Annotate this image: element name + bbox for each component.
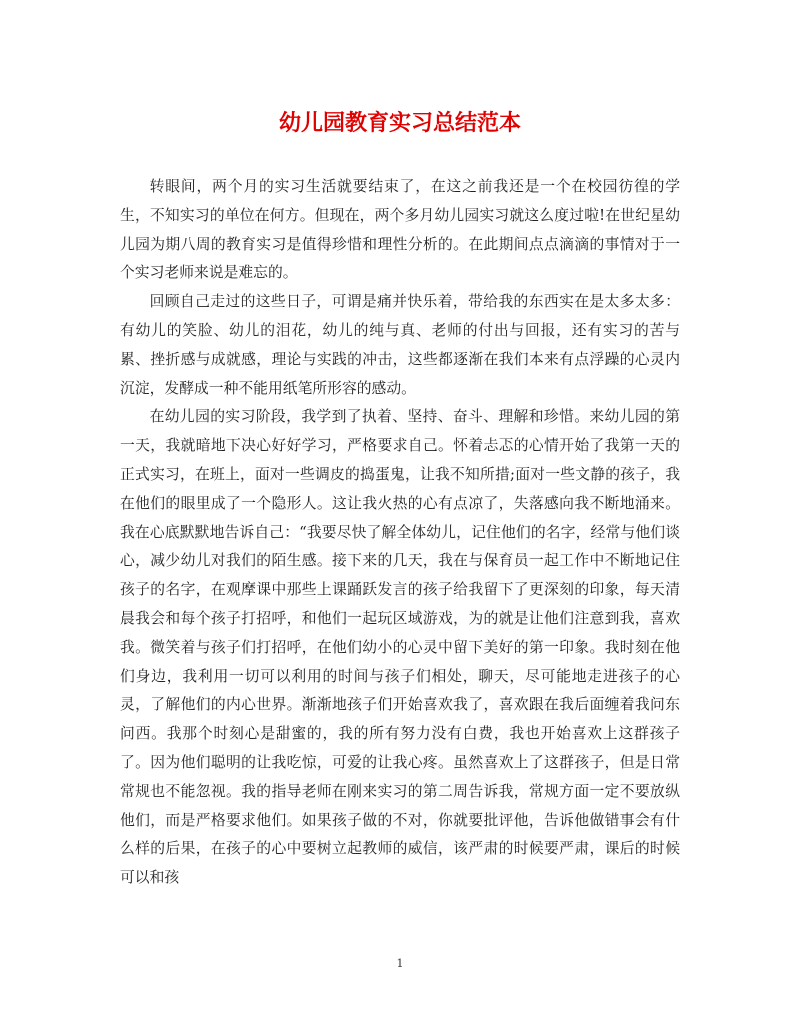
paragraph: 回顾自己走过的这些日子，可谓是痛并快乐着，带给我的东西实在是太多太多：有幼儿的笑脸、幼儿的泪花，幼儿的纯与真、老师的付出与回报，还有实习的苦与累、挫折感与成就感，理论与实践的冲击，这些都逐渐在我们本来有点浮躁的心灵内沉淀，发酵成一种不能用纸笔所形容的感动。 [120, 293, 680, 397]
page-number: 1 [396, 957, 404, 970]
paragraph: 在幼儿园的实习阶段，我学到了执着、坚持、奋斗、理解和珍惜。来幼儿园的第一天，我就暗地下决心好好学习，严格要求自己。怀着忐忑的心情开始了我第一天的正式实习，在班上，面对一些调皮的捣蛋鬼，让我不知所措;面对一些文静的孩子，我在他们的眼里成了一个隐形人。这让我火热的心有点凉了，失落感向我不断地涌来。我在心底默默地告诉自己：“我要尽快了解全体幼儿，记住他们的名字，经常与他们谈心，减少幼儿对我们的陌生感。接下来的几天，我在与保育员一起工作中不断地记住孩子的名字，在观摩课中那些上课踊跃发言的孩子给我留下了更深刻的印象，每天清晨我会和每个孩子打招呼，和他们一起玩区域游戏，为的就是让他们注意到我，喜欢我。微笑着与孩子们打招呼，在他们幼小的心灵中留下美好的第一印象。我时刻在他们身边，我利用一切可以利用的时间与孩子们相处，聊天，尽可能地走进孩子的心灵，了解他们的内心世界。渐渐地孩子们开始喜欢我了，喜欢跟在我后面缠着我问东问西。我那个时刻心是甜蜜的，我的所有努力没有白费，我也开始喜欢上这群孩子了。因为他们聪明的让我吃惊，可爱的让我心疼。虽然喜欢上了这群孩子，但是日常常规也不能忽视。我的指导老师在刚来实习的第二周告诉我，常规方面一定不要放纵他们，而是严格要求他们。如果孩子做的不对，你就要批评他，告诉他做错事会有什么样的后果，在孩子的心中要树立起教师的威信，该严肃的时候要严肃，课后的时候可以和孩 [120, 408, 680, 887]
document-body [120, 173, 680, 893]
paragraph: 转眼间，两个月的实习生活就要结束了，在这之前我还是一个在校园彷徨的学生，不知实习的单位在何方。但现在，两个多月幼儿园实习就这么度过啦!在世纪星幼儿园为期八周的教育实习是值得珍惜和理性分析的。在此期间点点滴滴的事情对于一个实习老师来说是难忘的。 [120, 178, 680, 282]
document-title: 幼儿园教育实习总结范本 [278, 110, 521, 136]
